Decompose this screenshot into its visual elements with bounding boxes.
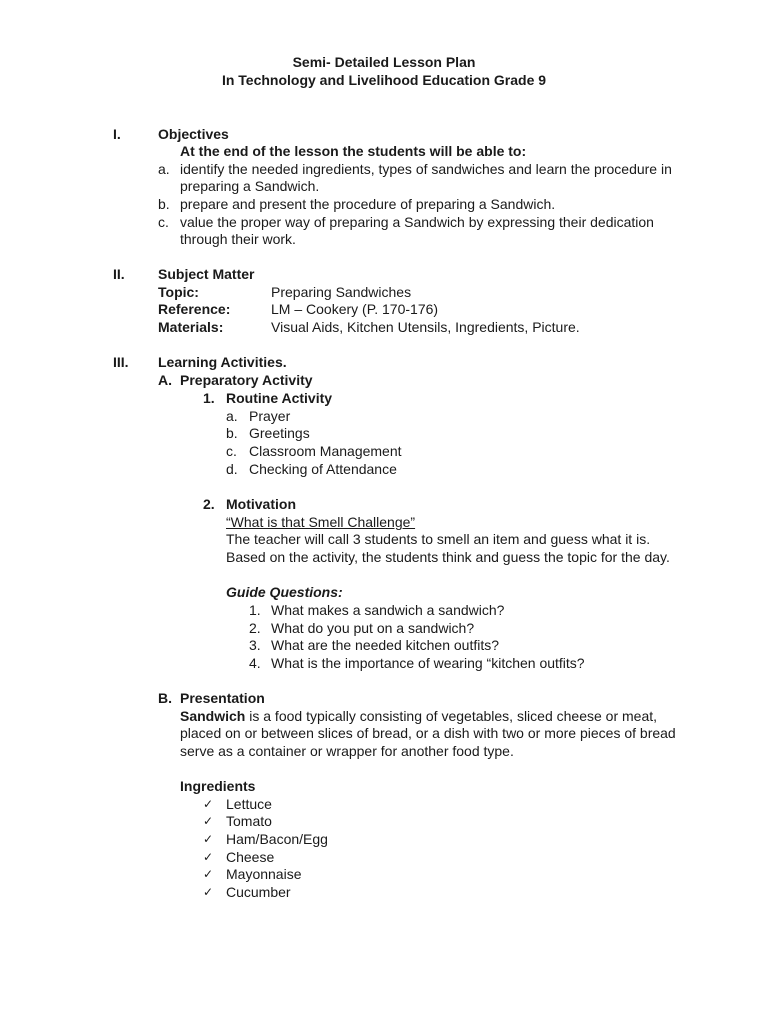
part-b-heading: Presentation <box>180 690 265 706</box>
question-marker: 3. <box>249 637 261 653</box>
definition-text-cont: serve as a container or wrapper for another food type. <box>180 743 514 759</box>
guide-question: What do you put on a sandwich? <box>271 620 475 636</box>
topic-value: Preparing Sandwiches <box>271 284 412 300</box>
ingredients-heading: Ingredients <box>180 778 256 794</box>
objective-marker: c. <box>158 214 169 230</box>
section-heading-subject-matter: Subject Matter <box>158 266 255 282</box>
motivation-heading: Motivation <box>226 496 296 512</box>
question-marker: 2. <box>249 620 261 636</box>
motivation-text: The teacher will call 3 students to smell an item and guess what it is. <box>226 531 651 547</box>
document-subtitle: In Technology and Livelihood Education Grade 9 <box>221 72 547 88</box>
objective-text-cont: preparing a Sandwich. <box>180 178 320 194</box>
topic-label: Topic: <box>158 284 199 300</box>
question-marker: 1. <box>249 602 261 618</box>
checkmark-icon: ✓ <box>203 814 214 828</box>
objective-text: prepare and present the procedure of preparing a Sandwich. <box>180 196 556 212</box>
question-marker: 4. <box>249 655 261 671</box>
objective-text: value the proper way of preparing a Sandwich by expressing their dedication <box>180 214 654 230</box>
guide-questions-heading: Guide Questions: <box>226 584 343 600</box>
section-numeral-1: I. <box>113 126 121 142</box>
sandwich-definition <box>180 707 657 725</box>
guide-question: What makes a sandwich a sandwich? <box>271 602 505 618</box>
routine-item: Prayer <box>249 408 291 424</box>
objective-marker: b. <box>158 196 170 212</box>
section-numeral-2: II. <box>113 266 125 282</box>
ingredient-item: Cucumber <box>226 884 291 900</box>
routine-item-marker: b. <box>226 425 238 441</box>
ingredient-item: Ham/Bacon/Egg <box>226 831 328 847</box>
part-a-marker: A. <box>158 372 172 388</box>
part-b-marker: B. <box>158 690 172 706</box>
routine-item-marker: c. <box>226 443 237 459</box>
materials-value: Visual Aids, Kitchen Utensils, Ingredients, Picture. <box>271 319 580 335</box>
routine-heading: Routine Activity <box>226 390 333 406</box>
part-a-heading: Preparatory Activity <box>180 372 313 388</box>
motivation-text-cont: Based on the activity, the students think and guess the topic for the day. <box>226 549 670 565</box>
routine-item-marker: a. <box>226 408 238 424</box>
checkmark-icon: ✓ <box>203 797 214 811</box>
ingredient-item: Lettuce <box>226 796 272 812</box>
section-numeral-3: III. <box>113 354 129 370</box>
guide-question: What are the needed kitchen outfits? <box>271 637 500 653</box>
document-title: Semi- Detailed Lesson Plan <box>292 54 476 70</box>
reference-value: LM – Cookery (P. 170-176) <box>271 301 439 317</box>
motivation-marker: 2. <box>203 496 215 512</box>
definition-text: is a food typically consisting of vegetables, sliced cheese or meat, <box>245 708 658 724</box>
ingredient-item: Mayonnaise <box>226 866 302 882</box>
routine-item: Greetings <box>249 425 310 441</box>
sandwich-term: Sandwich <box>180 708 246 724</box>
activity-title: “What is that Smell Challenge” <box>226 514 416 530</box>
objective-text: identify the needed ingredients, types of sandwiches and learn the procedure in <box>180 161 672 177</box>
routine-item-marker: d. <box>226 461 238 477</box>
routine-item: Checking of Attendance <box>249 461 397 477</box>
objective-text-cont: through their work. <box>180 231 296 247</box>
reference-label: Reference: <box>158 301 231 317</box>
checkmark-icon: ✓ <box>203 832 214 846</box>
ingredient-item: Tomato <box>226 813 272 829</box>
section-heading-learning-activities: Learning Activities. <box>158 354 287 370</box>
ingredient-item: Cheese <box>226 849 275 865</box>
objective-marker: a. <box>158 161 170 177</box>
materials-label: Materials: <box>158 319 224 335</box>
definition-text-cont: placed on or between slices of bread, or a dish with two or more pieces of bread <box>180 725 676 741</box>
objectives-intro: At the end of the lesson the students will be able to: <box>180 143 527 159</box>
routine-item: Classroom Management <box>249 443 402 459</box>
checkmark-icon: ✓ <box>203 867 214 881</box>
checkmark-icon: ✓ <box>203 850 214 864</box>
guide-question: What is the importance of wearing “kitchen outfits? <box>271 655 585 671</box>
routine-marker: 1. <box>203 390 215 406</box>
section-heading-objectives: Objectives <box>158 126 229 142</box>
checkmark-icon: ✓ <box>203 885 214 899</box>
